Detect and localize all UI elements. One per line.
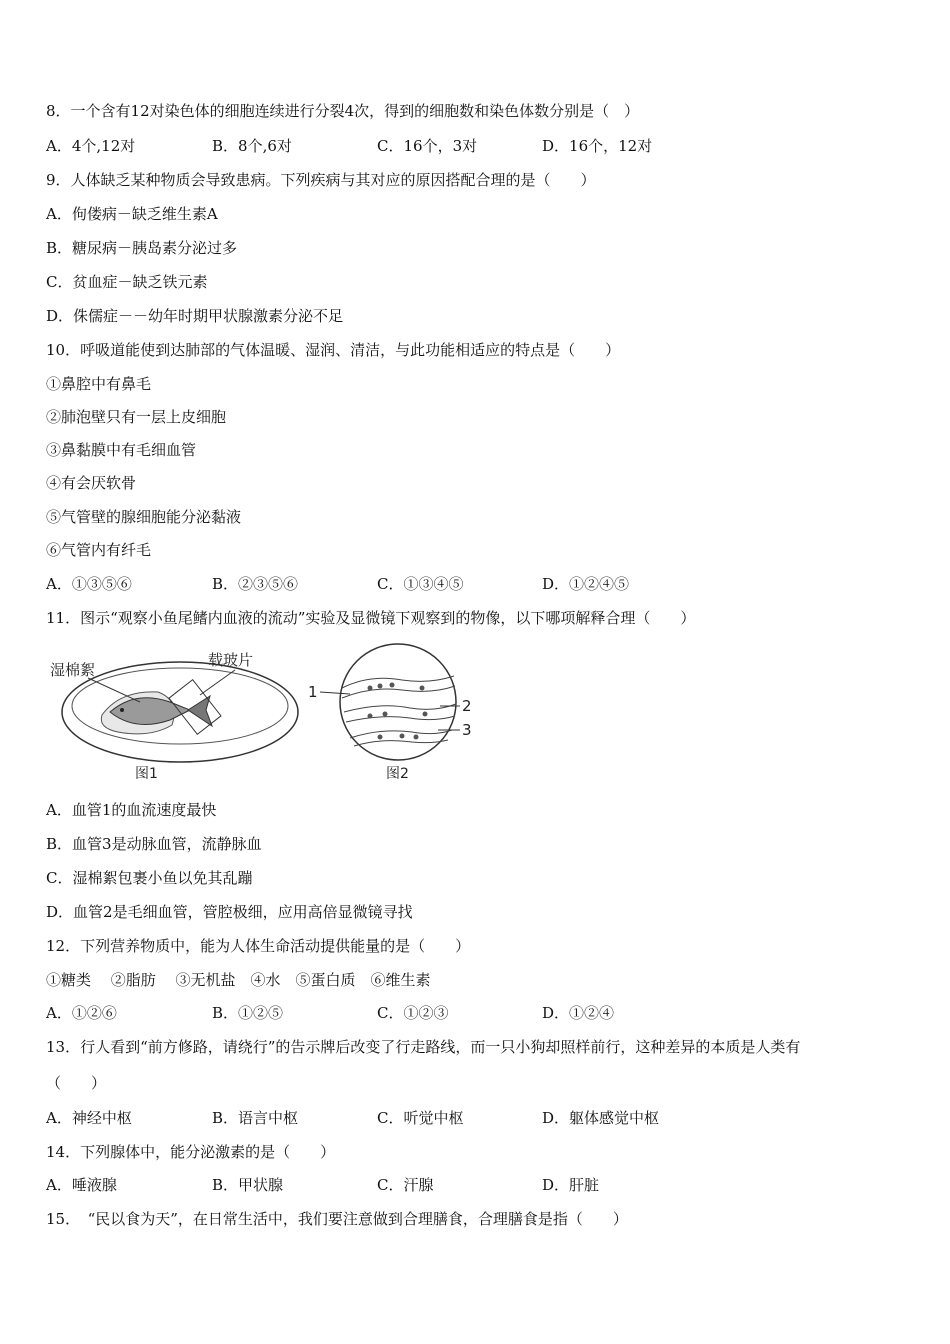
- figure-2-label-3: 3: [462, 721, 472, 739]
- question-13-stem: 13．行人看到“前方修路，请绕行”的告示牌后改变了行走路线，而一只小狗却照样前行，这种差异的本质是人类有: [46, 1038, 801, 1056]
- question-8-option-d: D．16个，12对: [542, 137, 653, 155]
- question-9-option-c: C．贫血症－缺乏铁元素: [46, 273, 208, 291]
- question-15-stem: 15． “民以食为天”，在日常生活中，我们要注意做到合理膳食，合理膳食是指（ ）: [46, 1210, 628, 1228]
- question-9-stem: 9．人体缺乏某种物质会导致患病。下列疾病与其对应的原因搭配合理的是（ ）: [46, 171, 596, 189]
- question-10-item-1: ①鼻腔中有鼻毛: [46, 375, 152, 393]
- question-11-option-a: A．血管1的血流速度最快: [46, 801, 217, 819]
- question-10-option-a: A．①③⑤⑥: [46, 575, 132, 593]
- question-9-option-a: A．佝偻病－缺乏维生素A: [46, 205, 218, 223]
- figure-2-caption: 图2: [386, 766, 409, 782]
- figure-2-label-1: 1: [308, 683, 318, 701]
- question-8-option-c: C．16个，3对: [377, 137, 478, 155]
- question-10-item-4: ④有会厌软骨: [46, 474, 137, 492]
- question-10-option-c: C．①③④⑤: [377, 575, 464, 593]
- question-10-stem: 10．呼吸道能使到达肺部的气体温暖、湿润、清洁，与此功能相适应的特点是（ ）: [46, 341, 621, 359]
- question-11-figure: [40, 640, 480, 790]
- question-10-item-5: ⑤气管壁的腺细胞能分泌黏液: [46, 508, 242, 526]
- question-13-stem-continued: （ ）: [46, 1074, 107, 1092]
- question-10-item-3: ③鼻黏膜中有毛细血管: [46, 441, 197, 459]
- question-14-option-d: D．肝脏: [542, 1176, 600, 1194]
- question-13-option-c: C．听觉中枢: [377, 1109, 464, 1127]
- figure-1-label-slide: 载玻片: [208, 651, 254, 669]
- question-10-option-b: B．②③⑤⑥: [212, 575, 299, 593]
- figure-1-label-cotton: 湿棉絮: [50, 661, 96, 679]
- question-8-option-b: B．8个,6对: [212, 137, 292, 155]
- question-11-option-b: B．血管3是动脉血管，流静脉血: [46, 835, 262, 853]
- question-12-items: ①糖类 ②脂肪 ③无机盐 ④水 ⑤蛋白质 ⑥维生素: [46, 971, 431, 989]
- question-8-option-a: A．4个,12对: [46, 137, 136, 155]
- figure-2-microscope-field: [320, 644, 460, 760]
- question-14-option-c: C．汗腺: [377, 1176, 434, 1194]
- question-12-option-a: A．①②⑥: [46, 1004, 117, 1022]
- experiment-illustration: [40, 640, 480, 790]
- question-14-stem: 14．下列腺体中，能分泌激素的是（ ）: [46, 1143, 336, 1161]
- question-12-stem: 12．下列营养物质中，能为人体生命活动提供能量的是（ ）: [46, 937, 471, 955]
- question-12-option-d: D．①②④: [542, 1004, 615, 1022]
- question-12-option-c: C．①②③: [377, 1004, 449, 1022]
- question-10-item-6: ⑥气管内有纤毛: [46, 541, 152, 559]
- question-8-stem: 8．一个含有12对染色体的细胞连续进行分裂4次，得到的细胞数和染色体数分别是（ ）: [46, 102, 640, 120]
- question-10-item-2: ②肺泡壁只有一层上皮细胞: [46, 408, 227, 426]
- question-14-option-b: B．甲状腺: [212, 1176, 284, 1194]
- question-11-option-d: D．血管2是毛细血管，管腔极细，应用高倍显微镜寻找: [46, 903, 413, 921]
- question-9-option-d: D．侏儒症－－幼年时期甲状腺激素分泌不足: [46, 307, 344, 325]
- question-10-option-d: D．①②④⑤: [542, 575, 630, 593]
- question-12-option-b: B．①②⑤: [212, 1004, 284, 1022]
- question-13-option-d: D．躯体感觉中枢: [542, 1109, 660, 1127]
- figure-2-label-2: 2: [462, 697, 472, 715]
- figure-1-petri-dish: [62, 662, 298, 762]
- question-11-stem: 11．图示“观察小鱼尾鳍内血液的流动”实验及显微镜下观察到的物像，以下哪项解释合理（ ）: [46, 609, 696, 627]
- question-13-option-b: B．语言中枢: [212, 1109, 299, 1127]
- question-11-option-c: C．湿棉絮包裹小鱼以免其乱蹦: [46, 869, 253, 887]
- figure-1-caption: 图1: [135, 766, 158, 782]
- question-14-option-a: A．唾液腺: [46, 1176, 117, 1194]
- question-9-option-b: B．糖尿病－胰岛素分泌过多: [46, 239, 238, 257]
- question-13-option-a: A．神经中枢: [46, 1109, 132, 1127]
